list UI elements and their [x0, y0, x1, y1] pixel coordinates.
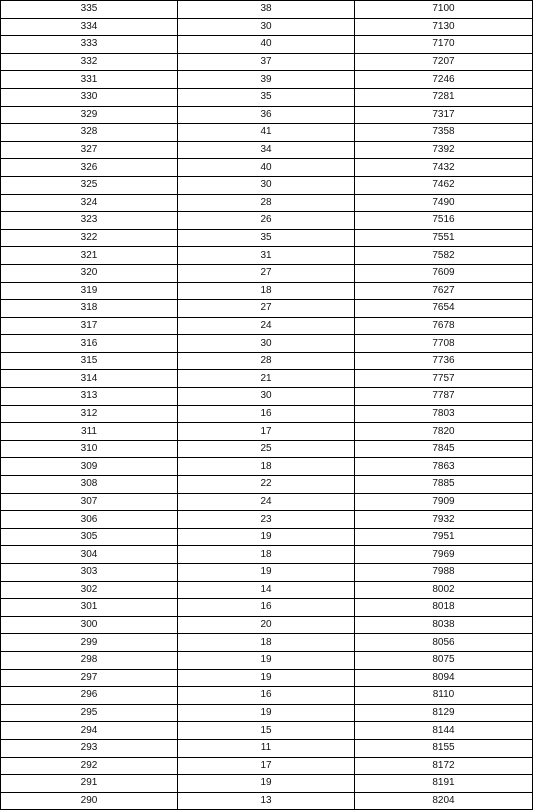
- score-cell: 322: [1, 229, 178, 247]
- table-row: [1, 212, 533, 230]
- table-row: [1, 88, 533, 106]
- cumulative-cell: 7678: [355, 317, 533, 335]
- cumulative-cell: 8144: [355, 722, 533, 740]
- cumulative-cell: 7582: [355, 247, 533, 265]
- cumulative-cell: 7392: [355, 141, 533, 159]
- table-row: [1, 370, 533, 388]
- table-row: [1, 176, 533, 194]
- score-cell: 296: [1, 687, 178, 705]
- score-cell: 310: [1, 440, 178, 458]
- count-cell: 35: [178, 88, 355, 106]
- cumulative-cell: 7627: [355, 282, 533, 300]
- count-cell: 40: [178, 36, 355, 54]
- score-cell: 314: [1, 370, 178, 388]
- cumulative-cell: 8110: [355, 687, 533, 705]
- cumulative-cell: 7787: [355, 388, 533, 406]
- cumulative-cell: 7100: [355, 1, 533, 19]
- table-row: [1, 440, 533, 458]
- count-cell: 27: [178, 264, 355, 282]
- count-cell: 31: [178, 247, 355, 265]
- table-row: [1, 739, 533, 757]
- cumulative-cell: 7885: [355, 476, 533, 494]
- count-cell: 19: [178, 669, 355, 687]
- table-row: [1, 493, 533, 511]
- cumulative-cell: 8038: [355, 616, 533, 634]
- count-cell: 27: [178, 300, 355, 318]
- score-cell: 311: [1, 423, 178, 441]
- cumulative-cell: 7516: [355, 212, 533, 230]
- table-row: [1, 616, 533, 634]
- count-cell: 13: [178, 792, 355, 810]
- score-cell: 294: [1, 722, 178, 740]
- score-cell: 316: [1, 335, 178, 353]
- score-cell: 335: [1, 1, 178, 19]
- table-row: [1, 687, 533, 705]
- table-row: [1, 18, 533, 36]
- cumulative-cell: 7246: [355, 71, 533, 89]
- score-cell: 318: [1, 300, 178, 318]
- table-row: [1, 388, 533, 406]
- count-cell: 18: [178, 458, 355, 476]
- cumulative-cell: 8075: [355, 651, 533, 669]
- cumulative-cell: 7654: [355, 300, 533, 318]
- score-cell: 328: [1, 124, 178, 142]
- count-cell: 19: [178, 651, 355, 669]
- count-cell: 41: [178, 124, 355, 142]
- cumulative-cell: 7432: [355, 159, 533, 177]
- table-row: [1, 405, 533, 423]
- table-row: [1, 546, 533, 564]
- table-row: [1, 581, 533, 599]
- count-cell: 35: [178, 229, 355, 247]
- cumulative-cell: 7803: [355, 405, 533, 423]
- count-cell: 11: [178, 739, 355, 757]
- cumulative-cell: 8204: [355, 792, 533, 810]
- table-row: [1, 757, 533, 775]
- cumulative-cell: 7462: [355, 176, 533, 194]
- count-cell: 16: [178, 599, 355, 617]
- count-cell: 18: [178, 282, 355, 300]
- table-row: [1, 634, 533, 652]
- table-row: [1, 722, 533, 740]
- table-row: [1, 775, 533, 793]
- score-cell: 301: [1, 599, 178, 617]
- table-row: [1, 247, 533, 265]
- score-cell: 334: [1, 18, 178, 36]
- count-cell: 25: [178, 440, 355, 458]
- count-cell: 16: [178, 687, 355, 705]
- count-cell: 20: [178, 616, 355, 634]
- score-cell: 315: [1, 352, 178, 370]
- score-cell: 309: [1, 458, 178, 476]
- count-cell: 16: [178, 405, 355, 423]
- count-cell: 28: [178, 352, 355, 370]
- cumulative-cell: 7736: [355, 352, 533, 370]
- count-cell: 30: [178, 176, 355, 194]
- count-cell: 19: [178, 704, 355, 722]
- count-cell: 23: [178, 511, 355, 529]
- score-cell: 325: [1, 176, 178, 194]
- count-cell: 40: [178, 159, 355, 177]
- score-cell: 320: [1, 264, 178, 282]
- table-row: [1, 476, 533, 494]
- table-row: [1, 36, 533, 54]
- cumulative-cell: 8002: [355, 581, 533, 599]
- cumulative-cell: 8155: [355, 739, 533, 757]
- cumulative-cell: 7820: [355, 423, 533, 441]
- score-cell: 308: [1, 476, 178, 494]
- count-cell: 17: [178, 423, 355, 441]
- count-cell: 26: [178, 212, 355, 230]
- table-row: [1, 194, 533, 212]
- score-cell: 329: [1, 106, 178, 124]
- score-cell: 333: [1, 36, 178, 54]
- score-cell: 292: [1, 757, 178, 775]
- cumulative-cell: 7170: [355, 36, 533, 54]
- cumulative-cell: 7757: [355, 370, 533, 388]
- score-cell: 327: [1, 141, 178, 159]
- cumulative-cell: 8018: [355, 599, 533, 617]
- score-cell: 330: [1, 88, 178, 106]
- score-cell: 295: [1, 704, 178, 722]
- cumulative-cell: 7988: [355, 564, 533, 582]
- table-row: [1, 335, 533, 353]
- score-cell: 319: [1, 282, 178, 300]
- score-cell: 298: [1, 651, 178, 669]
- cumulative-cell: 8172: [355, 757, 533, 775]
- count-cell: 28: [178, 194, 355, 212]
- count-cell: 37: [178, 53, 355, 71]
- table-row: [1, 141, 533, 159]
- table-row: [1, 423, 533, 441]
- count-cell: 15: [178, 722, 355, 740]
- table-body: [1, 1, 533, 810]
- cumulative-cell: 7317: [355, 106, 533, 124]
- score-cell: 302: [1, 581, 178, 599]
- table-row: [1, 792, 533, 810]
- score-cell: 312: [1, 405, 178, 423]
- count-cell: 30: [178, 388, 355, 406]
- table-row: [1, 528, 533, 546]
- score-cell: 299: [1, 634, 178, 652]
- cumulative-cell: 7490: [355, 194, 533, 212]
- count-cell: 24: [178, 317, 355, 335]
- table-row: [1, 71, 533, 89]
- table-row: [1, 511, 533, 529]
- score-cell: 321: [1, 247, 178, 265]
- score-cell: 303: [1, 564, 178, 582]
- count-cell: 36: [178, 106, 355, 124]
- table-row: [1, 159, 533, 177]
- table-row: [1, 651, 533, 669]
- score-cell: 304: [1, 546, 178, 564]
- count-cell: 21: [178, 370, 355, 388]
- score-cell: 323: [1, 212, 178, 230]
- table-row: [1, 704, 533, 722]
- table-row: [1, 282, 533, 300]
- count-cell: 24: [178, 493, 355, 511]
- count-cell: 19: [178, 564, 355, 582]
- count-cell: 30: [178, 18, 355, 36]
- cumulative-cell: 7845: [355, 440, 533, 458]
- score-cell: 290: [1, 792, 178, 810]
- table-row: [1, 106, 533, 124]
- count-cell: 18: [178, 546, 355, 564]
- cumulative-cell: 7130: [355, 18, 533, 36]
- score-cell: 291: [1, 775, 178, 793]
- cumulative-cell: 7909: [355, 493, 533, 511]
- score-cell: 306: [1, 511, 178, 529]
- score-cell: 317: [1, 317, 178, 335]
- score-cell: 297: [1, 669, 178, 687]
- score-cell: 332: [1, 53, 178, 71]
- score-cell: 307: [1, 493, 178, 511]
- count-cell: 38: [178, 1, 355, 19]
- count-cell: 14: [178, 581, 355, 599]
- table-row: [1, 300, 533, 318]
- count-cell: 18: [178, 634, 355, 652]
- cumulative-cell: 7708: [355, 335, 533, 353]
- count-cell: 17: [178, 757, 355, 775]
- table-row: [1, 564, 533, 582]
- table-row: [1, 1, 533, 19]
- cumulative-cell: 7609: [355, 264, 533, 282]
- cumulative-cell: 7951: [355, 528, 533, 546]
- score-cell: 324: [1, 194, 178, 212]
- score-cell: 305: [1, 528, 178, 546]
- score-cell: 326: [1, 159, 178, 177]
- cumulative-cell: 7969: [355, 546, 533, 564]
- cumulative-cell: 7551: [355, 229, 533, 247]
- count-cell: 19: [178, 528, 355, 546]
- score-cell: 300: [1, 616, 178, 634]
- score-cell: 293: [1, 739, 178, 757]
- table-row: [1, 458, 533, 476]
- cumulative-cell: 7358: [355, 124, 533, 142]
- cumulative-cell: 8191: [355, 775, 533, 793]
- cumulative-cell: 7932: [355, 511, 533, 529]
- cumulative-cell: 7281: [355, 88, 533, 106]
- cumulative-cell: 8056: [355, 634, 533, 652]
- table-row: [1, 124, 533, 142]
- table-row: [1, 317, 533, 335]
- count-cell: 22: [178, 476, 355, 494]
- cumulative-cell: 8129: [355, 704, 533, 722]
- cumulative-cell: 7207: [355, 53, 533, 71]
- table-row: [1, 53, 533, 71]
- table-row: [1, 599, 533, 617]
- table-row: [1, 669, 533, 687]
- cumulative-cell: 7863: [355, 458, 533, 476]
- count-cell: 34: [178, 141, 355, 159]
- count-cell: 30: [178, 335, 355, 353]
- table-row: [1, 352, 533, 370]
- table-row: [1, 229, 533, 247]
- score-cell: 313: [1, 388, 178, 406]
- table-row: [1, 264, 533, 282]
- score-cell: 331: [1, 71, 178, 89]
- cumulative-cell: 8094: [355, 669, 533, 687]
- count-cell: 19: [178, 775, 355, 793]
- count-cell: 39: [178, 71, 355, 89]
